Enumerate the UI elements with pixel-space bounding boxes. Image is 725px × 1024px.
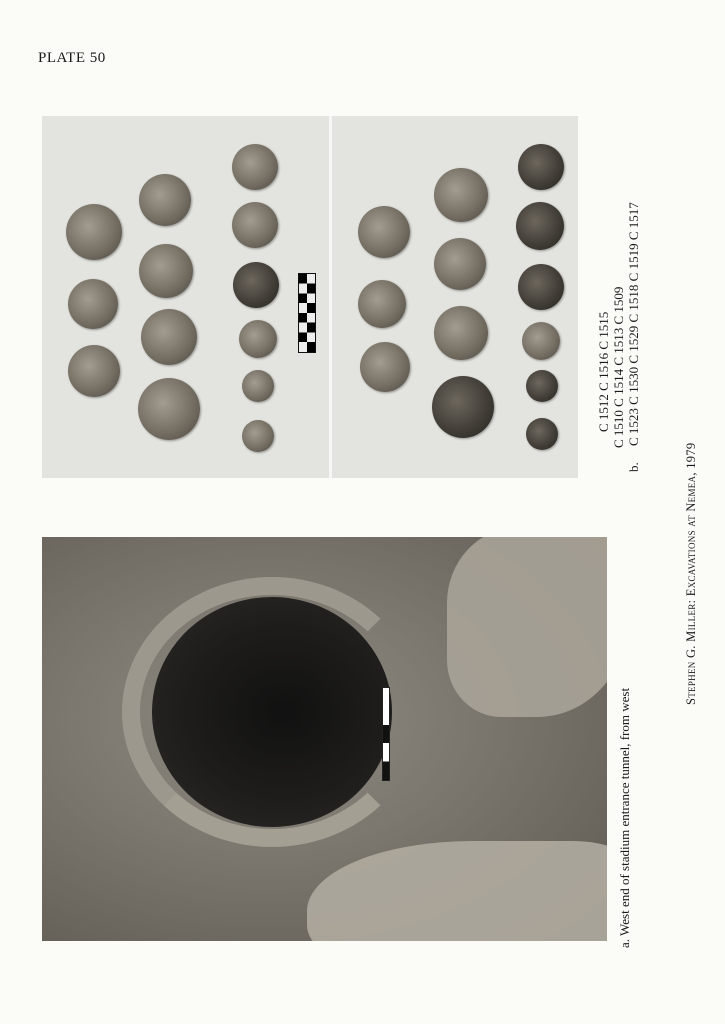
scale-bar (298, 273, 316, 353)
coin (516, 202, 564, 250)
coin (66, 204, 122, 260)
caption-b (597, 202, 642, 486)
coin (138, 378, 200, 440)
caption-a: a. West end of stadium entrance tunnel, from west (617, 687, 632, 948)
coin (434, 306, 488, 360)
coin (360, 342, 410, 392)
coin (232, 144, 278, 190)
coin (141, 309, 197, 365)
rock-surface (307, 841, 607, 941)
coin (68, 279, 118, 329)
caption-b-letter: b. (626, 462, 641, 472)
caption-b-row-text: C 1523 C 1530 C 1529 C 1518 C 1519 C 1517 (626, 202, 641, 446)
photo-divider (329, 116, 332, 478)
coin (518, 264, 564, 310)
coin (139, 244, 193, 298)
coin (242, 370, 274, 402)
article-title: Excavations at Nemea, 1979 (684, 442, 698, 597)
coin (526, 370, 558, 402)
caption-b-row (627, 202, 642, 486)
coin (522, 322, 560, 360)
caption-b-row: C 1512 C 1516 C 1515 (596, 311, 611, 432)
rock-surface (447, 537, 607, 717)
author-name: Stephen G. Miller (684, 603, 698, 705)
coin (526, 418, 558, 450)
coin (358, 206, 410, 258)
coin (434, 168, 488, 222)
tunnel-opening (152, 597, 392, 827)
coin (242, 420, 274, 452)
coin (68, 345, 120, 397)
running-footer: Stephen G. Miller: Excavations at Nemea, 1979 (684, 442, 698, 705)
coins-photo (42, 116, 578, 478)
coin (432, 376, 494, 438)
coin (139, 174, 191, 226)
tunnel-photo (42, 537, 607, 941)
scale-rod (382, 687, 390, 781)
coin (358, 280, 406, 328)
coin (232, 202, 278, 248)
coin (233, 262, 279, 308)
coin (434, 238, 486, 290)
plate-label: PLATE 50 (38, 50, 106, 66)
coin (239, 320, 277, 358)
caption-b-row: C 1510 C 1514 C 1513 C 1509 (611, 286, 626, 448)
coin (518, 144, 564, 190)
